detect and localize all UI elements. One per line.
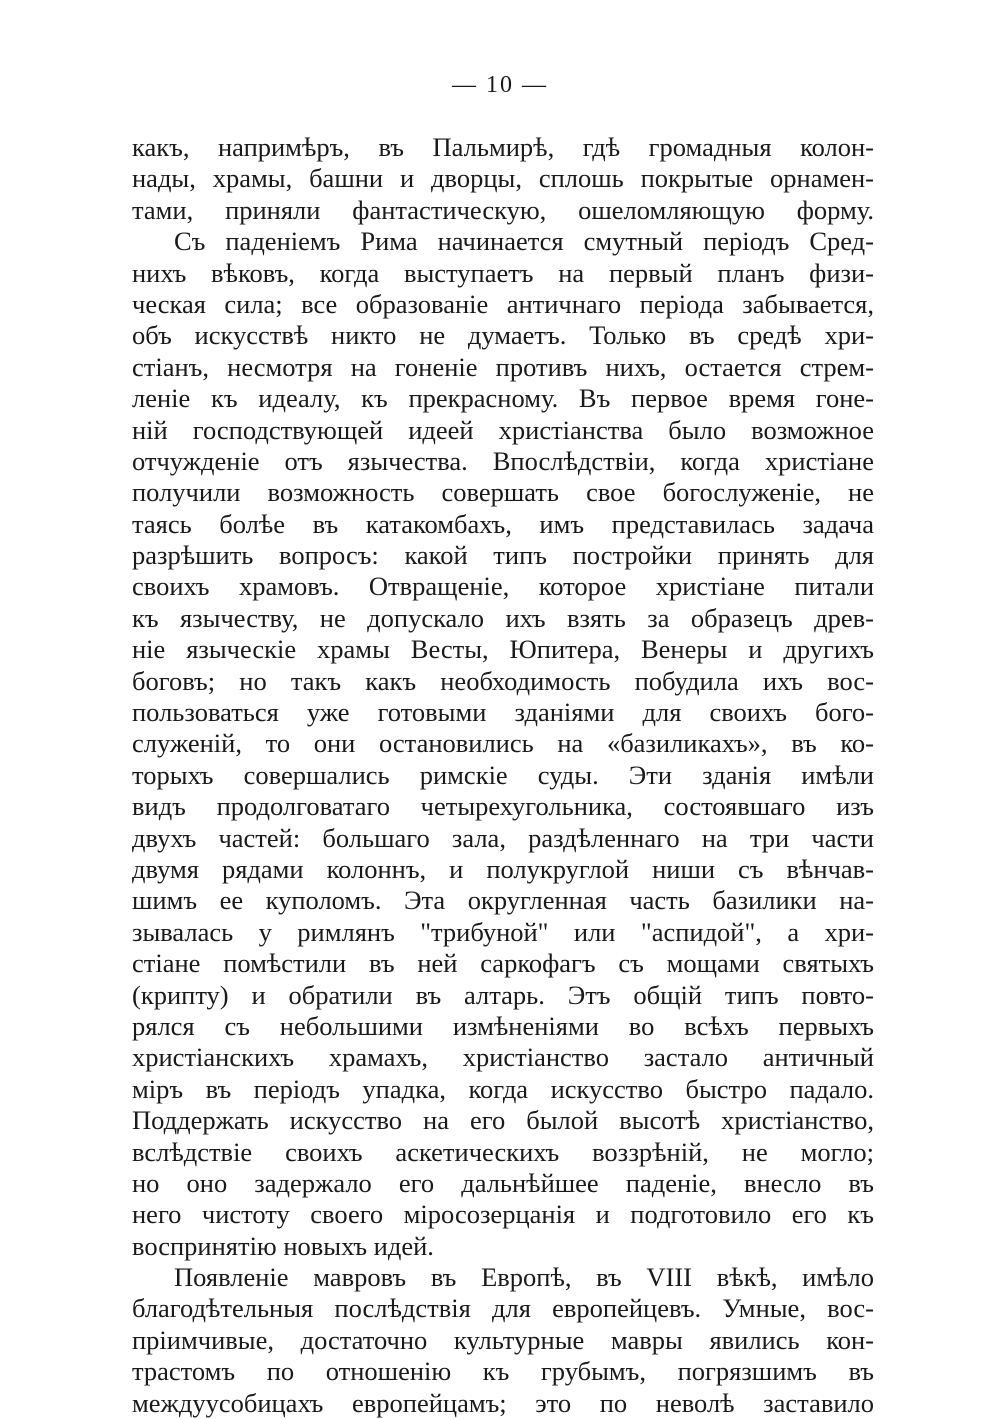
text-line: Поддержать искусство на его былой высотѣ христіанство, (132, 1105, 874, 1136)
text-line: разрѣшить вопросъ: какой типъ постройки принять для (132, 540, 874, 571)
text-line: него чистоту своего міросозерцанія и подготовило его къ (132, 1199, 874, 1230)
text-line: пріимчивые, достаточно культурные мавры явились кон- (132, 1324, 874, 1355)
text-line: пользоваться уже готовыми зданіями для своихъ бого- (132, 697, 874, 728)
text-line: ніе языческіе храмы Весты, Юпитера, Венеры и другихъ (132, 634, 874, 665)
text-line: боговъ; но такъ какъ необходимость побудила ихъ вос- (132, 665, 874, 696)
text-line: двухъ частей: большаго зала, раздѣленнаго на три части (132, 822, 874, 853)
text-line: объ искусствѣ никто не думаетъ. Только въ средѣ хри- (132, 320, 874, 351)
text-line: нихъ вѣковъ, когда выступаетъ на первый планъ физи- (132, 257, 874, 288)
text-line: стіанъ, несмотря на гоненіе противъ нихъ, остается стрем- (132, 351, 874, 382)
text-line: леніе къ идеалу, къ прекрасному. Въ первое время гоне- (132, 383, 874, 414)
text-line: христіанскихъ храмахъ, христіанство застало античный (132, 1042, 874, 1073)
text-line: міръ въ періодъ упадка, когда искусство быстро падало. (132, 1073, 874, 1104)
page-number: — 10 — (452, 72, 548, 98)
text-line: вслѣдствіе своихъ аскетическихъ воззрѣній, не могло; (132, 1136, 874, 1167)
paragraph (132, 226, 874, 1262)
text-line: отчужденіе отъ язычества. Впослѣдствіи, когда христіане (132, 445, 874, 476)
text-line: Появленіе мавровъ въ Европѣ, въ VIII вѣкѣ, имѣло (174, 1262, 874, 1293)
text-line: Съ паденіемъ Рима начинается смутный періодъ Сред- (174, 226, 874, 257)
text-line: своихъ храмовъ. Отвращеніе, которое христіане питали (132, 571, 874, 602)
text-line: междуусобицахъ европейцамъ; это по неволѣ заставило (132, 1387, 874, 1418)
text-line: но оно задержало его дальнѣйшее паденіе, внесло въ (132, 1167, 874, 1198)
text-line: служеній, то они остановились на «базиликахъ», въ ко- (132, 728, 874, 759)
text-line: торыхъ совершались римскіе суды. Эти зданія имѣли (132, 759, 874, 790)
text-line: зывалась у римлянъ "трибуной" или "аспидой", а хри- (132, 916, 874, 947)
text-line: рялся съ небольшими измѣненіями во всѣхъ первыхъ (132, 1010, 874, 1041)
text-line: двумя рядами колоннъ, и полукруглой ниши съ вѣнчав- (132, 853, 874, 884)
text-line: благодѣтельныя послѣдствія для европейцевъ. Умные, вос- (132, 1293, 874, 1324)
text-line: получили возможность совершать свое богослуженіе, не (132, 477, 874, 508)
body-text (132, 132, 874, 1419)
text-line: ческая сила; все образованіе античнаго періода забывается, (132, 288, 874, 319)
text-line: видъ продолговатаго четырехугольника, состоявшаго изъ (132, 791, 874, 822)
text-line: воспринятію новыхъ идей. (132, 1230, 434, 1261)
text-line: трастомъ по отношенію къ грубымъ, погрязшимъ въ (132, 1356, 874, 1387)
text-line: (крипту) и обратили въ алтарь. Этъ общій типъ повто- (132, 979, 874, 1010)
text-line: какъ, напримѣръ, въ Пальмирѣ, гдѣ громадныя колон- (132, 132, 874, 162)
text-line: стіане помѣстили въ ней саркофагъ съ мощами святыхъ (132, 948, 874, 979)
text-line: тами, приняли фантастическую, ошеломляющую форму. (132, 194, 874, 225)
paragraph (132, 1262, 874, 1419)
text-line: нады, храмы, башни и дворцы, сплошь покрытые орнамен- (132, 163, 874, 194)
text-line: таясь болѣе въ катакомбахъ, имъ представилась задача (132, 508, 874, 539)
text-line: шимъ ее куполомъ. Эта округленная часть базилики на- (132, 885, 874, 916)
text-line: ній господствующей идеей христіанства было возможное (132, 414, 874, 445)
text-line: къ язычеству, не допускало ихъ взять за образецъ древ- (132, 602, 874, 633)
paragraph (132, 132, 874, 226)
